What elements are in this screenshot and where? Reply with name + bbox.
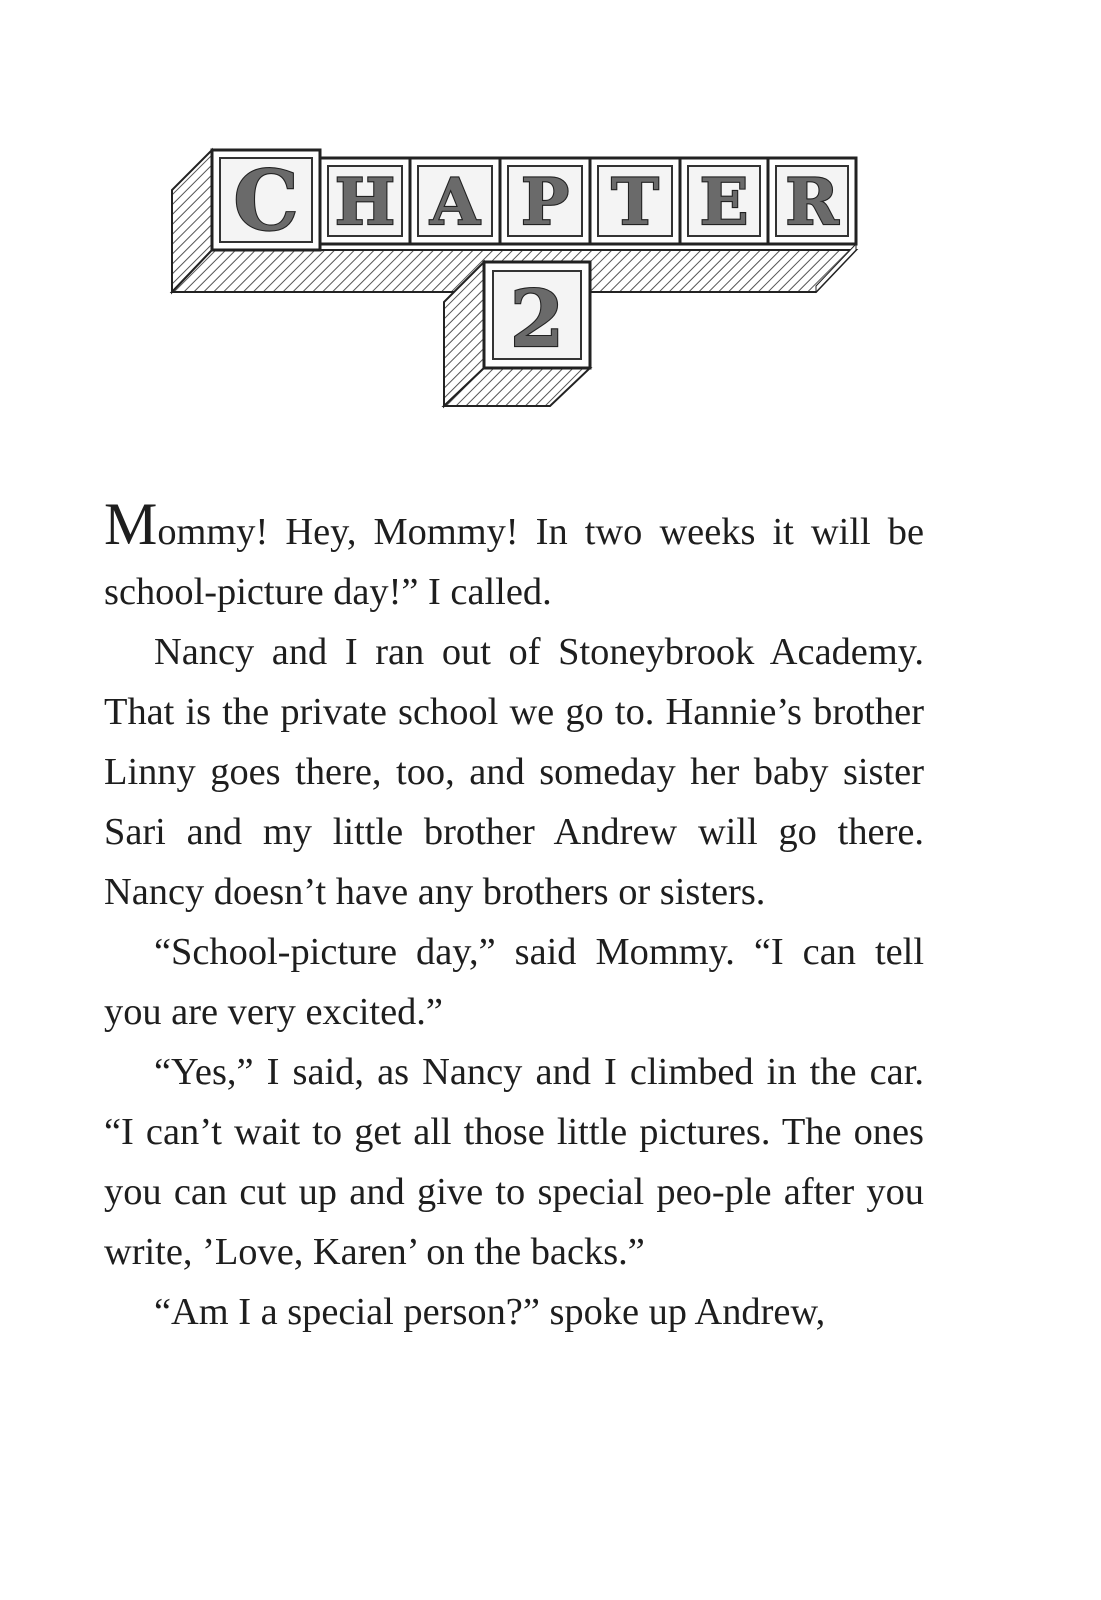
letter-block-c [212,150,320,250]
chapter-blocks-illustration [0,0,1101,440]
paragraph-1-text: ommy! Hey, Mommy! In two weeks it will be school-picture day!” I called. [104,511,924,613]
chapter-word-blocks [212,150,856,250]
letter-block-e [680,158,768,244]
chapter-body-text [104,491,924,1342]
letter-block-t [590,158,680,244]
letter-block-r [768,158,856,244]
paragraph-5: “Am I a special person?” spoke up Andrew, [154,1291,826,1333]
chapter-letter: H [334,165,396,241]
chapter-letter: T [611,165,659,241]
paragraph-3: “School-picture day,” said Mommy. “I can tell you are very excited.” [104,931,924,1033]
drop-initial: M [104,491,158,557]
chapter-heading [0,0,1101,440]
paragraph-2: Nancy and I ran out of Stoneybrook Academy. That is the private school we go to. Hannie’s brother Linny goes there, too, and someday her baby sister Sari and my little brother Andrew will go there. Nancy doesn’t have any brothers or sisters. [104,631,924,913]
letter-block-a [410,158,500,244]
chapter-letter: E [699,165,749,241]
chapter-letter: C [233,153,299,250]
paragraph-4: “Yes,” I said, as Nancy and I climbed in the car. “I can’t wait to get all those little pictures. The ones you can cut up and give to special peo-ple after you write, ’Love, Karen’ on the backs.” [104,1051,924,1273]
letter-block-h [320,158,410,244]
chapter-letter: P [520,165,570,241]
chapter-number: 2 [509,274,565,365]
chapter-number-block [484,262,590,368]
letter-block-p [500,158,590,244]
paragraph-1 [104,491,924,622]
chapter-letter: A [430,165,480,241]
chapter-letter: R [785,165,839,241]
